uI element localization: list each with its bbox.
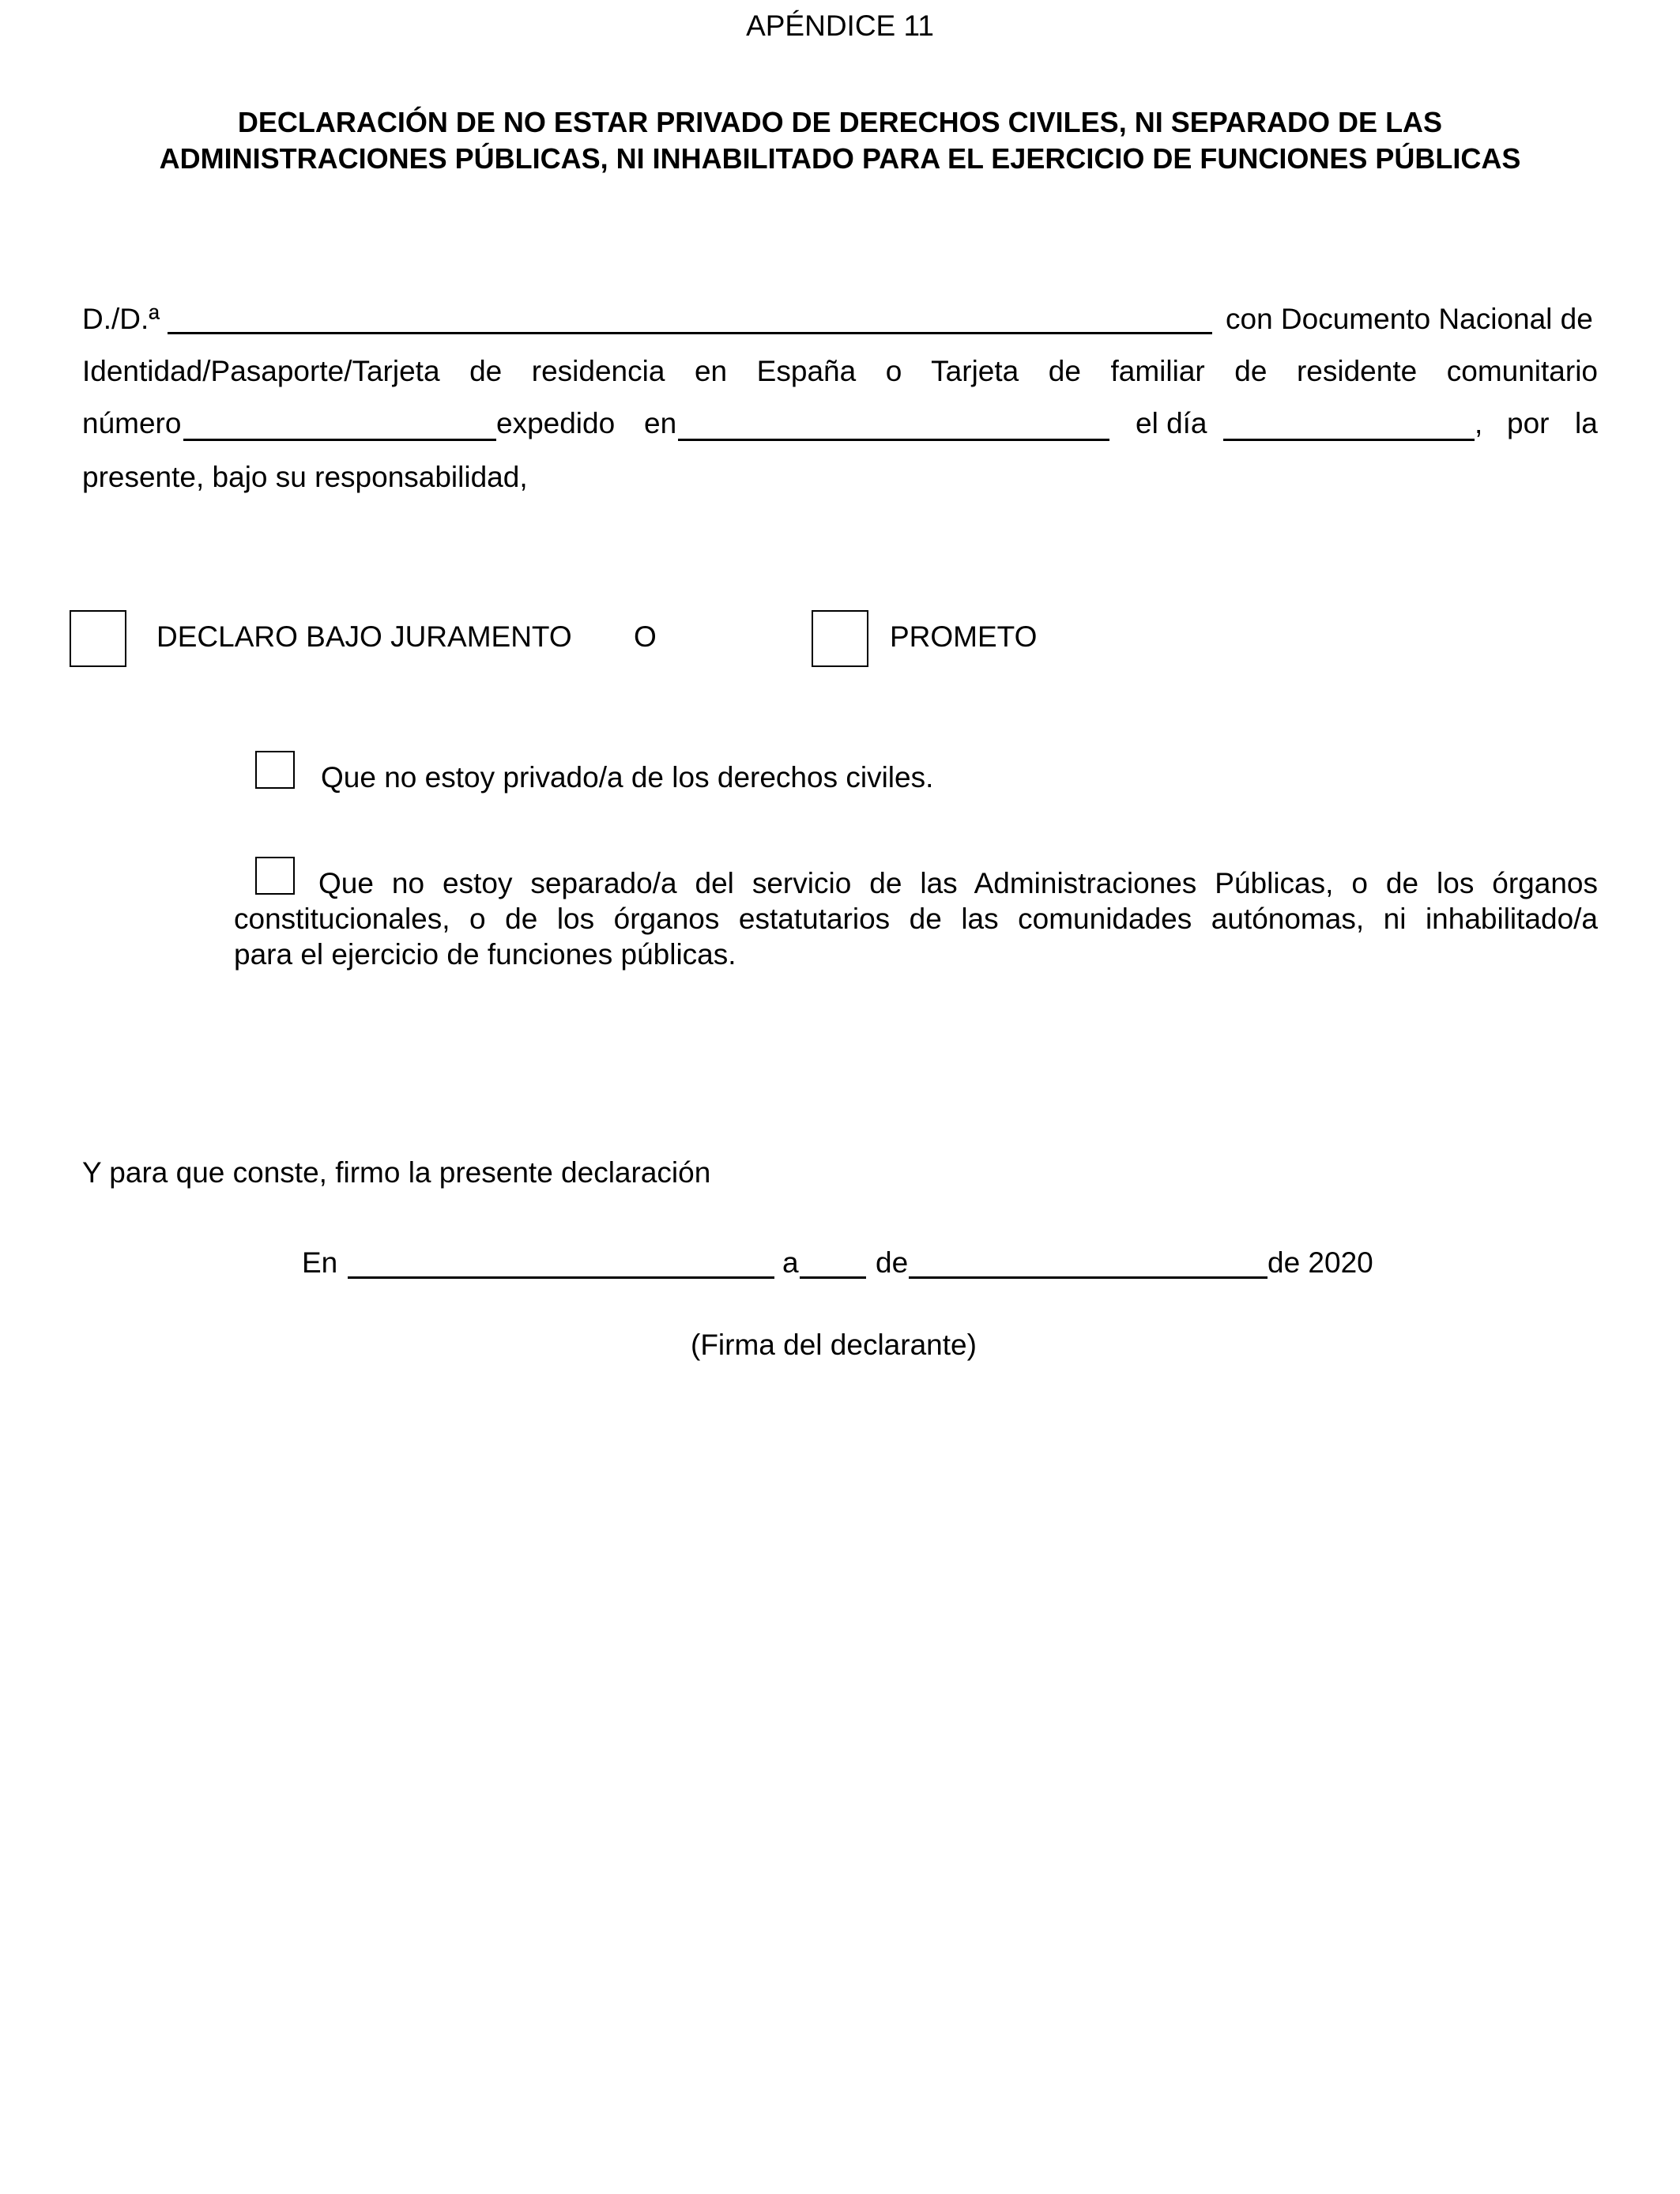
id-type-line: Identidad/Pasaporte/Tarjeta de residencia en España o Tarjeta de familiar de residente comunitario [82, 355, 1598, 387]
por-text: por [1507, 407, 1550, 439]
id-label: con Documento Nacional de [1226, 303, 1593, 335]
promise-checkbox[interactable] [812, 610, 868, 667]
separation-checkbox[interactable] [255, 857, 295, 895]
issued-in-label: en [644, 407, 677, 439]
oath-label: DECLARO BAJO JURAMENTO [156, 620, 572, 653]
number-field[interactable] [183, 439, 496, 441]
name-label: D./D.ª [82, 303, 160, 335]
closing-statement: Y para que conste, firmo la presente declaración [82, 1156, 711, 1189]
issued-place-field[interactable] [678, 439, 1109, 441]
month-field[interactable] [909, 1276, 1268, 1279]
promise-label: PROMETO [890, 620, 1038, 653]
oath-checkbox[interactable] [70, 610, 126, 667]
number-label: número [82, 407, 182, 439]
separation-statement-line-1: Que no estoy separado/a del servicio de las Administraciones Públicas, o de los órganos [318, 867, 1598, 899]
issued-label: expedido [496, 407, 616, 439]
name-field[interactable] [168, 332, 1212, 334]
document-title [0, 104, 1680, 177]
comma-text: , [1475, 407, 1483, 439]
date-field[interactable] [1223, 439, 1475, 441]
civil-rights-statement: Que no estoy privado/a de los derechos civiles. [321, 761, 934, 794]
or-label: O [634, 620, 657, 653]
separation-statement-line-3: para el ejercicio de funciones públicas. [234, 938, 736, 971]
day-label: a [782, 1246, 799, 1279]
place-field[interactable] [348, 1276, 774, 1279]
date-label: el día [1136, 407, 1207, 439]
title-line-2: ADMINISTRACIONES PÚBLICAS, NI INHABILITADO PARA EL EJERCICIO DE FUNCIONES PÚBLICAS [159, 142, 1521, 175]
title-line-1: DECLARACIÓN DE NO ESTAR PRIVADO DE DERECHOS CIVILES, NI SEPARADO DE LAS [237, 106, 1443, 138]
civil-rights-checkbox[interactable] [255, 751, 295, 789]
month-label: de [876, 1246, 909, 1279]
year-label: de 2020 [1268, 1246, 1373, 1279]
la-text: la [1575, 407, 1598, 439]
separation-statement-line-2: constitucionales, o de los órganos estatutarios de las comunidades autónomas, ni inhabilitado/a [234, 903, 1598, 935]
appendix-label: APÉNDICE 11 [746, 9, 934, 42]
place-label: En [302, 1246, 338, 1279]
day-field[interactable] [800, 1276, 866, 1279]
responsibility-line: presente, bajo su responsabilidad, [82, 461, 528, 493]
signature-label: (Firma del declarante) [691, 1329, 977, 1361]
